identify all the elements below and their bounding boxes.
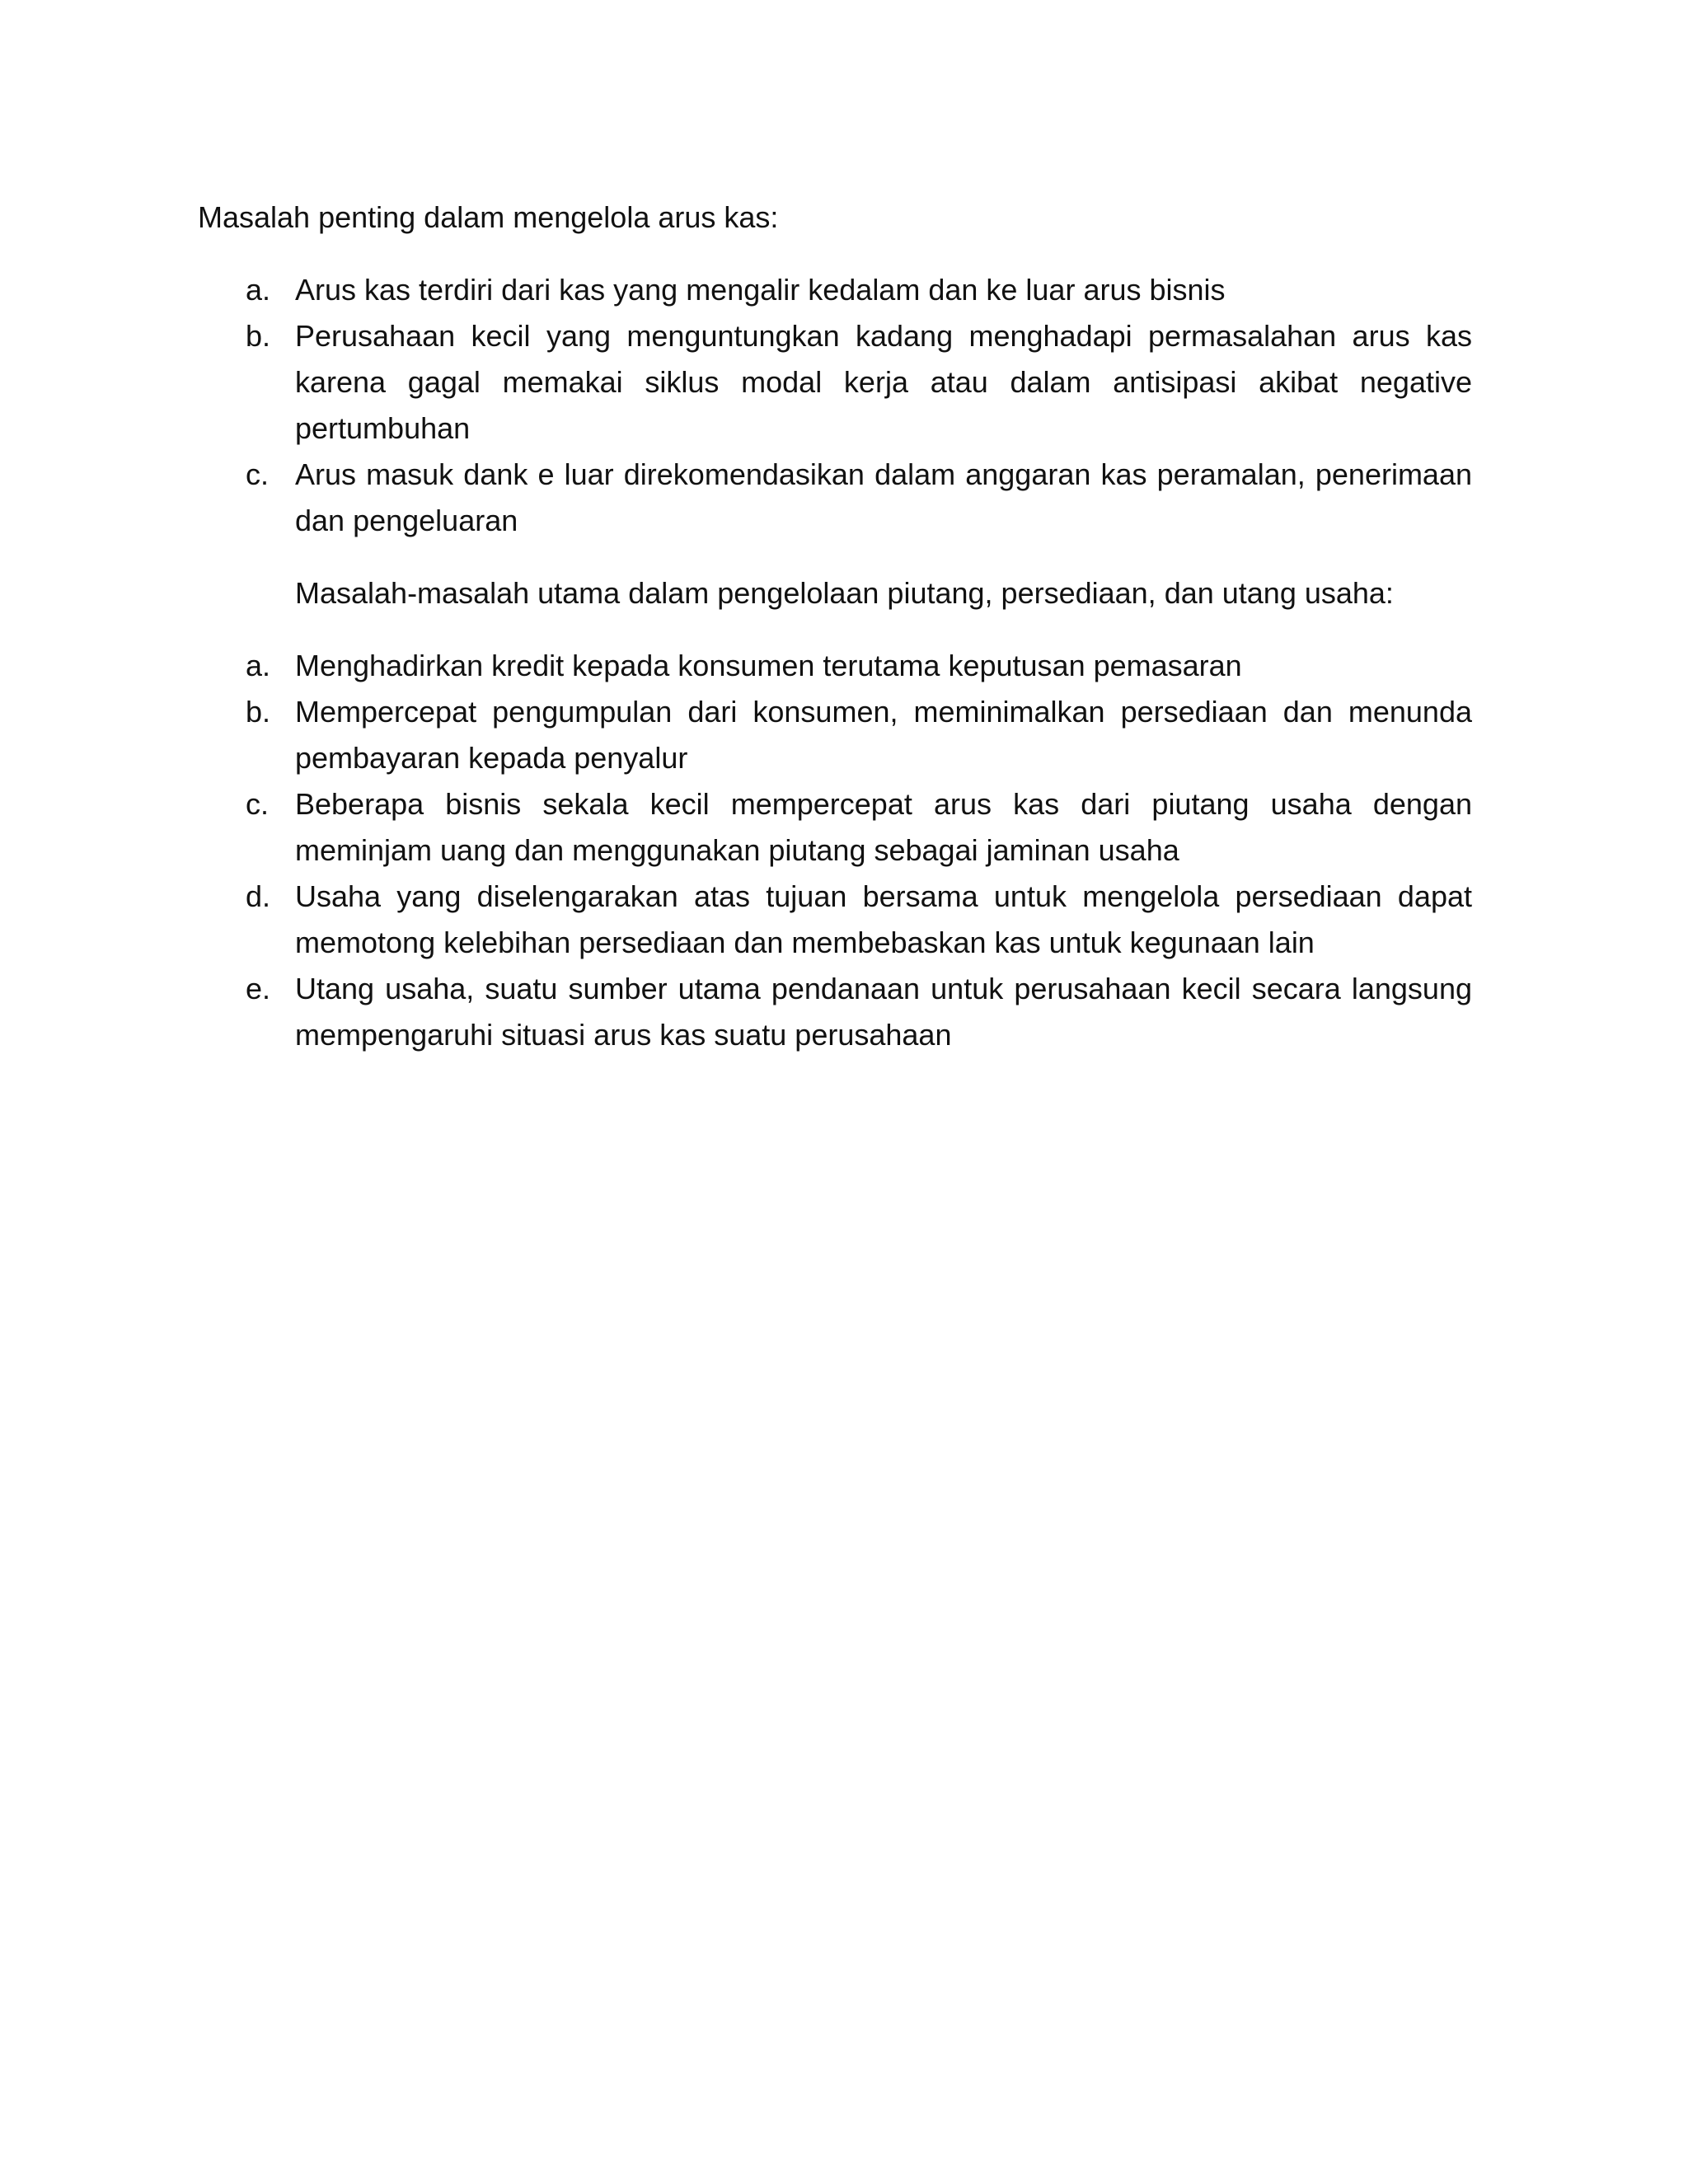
list-item [198,874,1472,966]
list-item-text: Beberapa bisnis sekala kecil mempercepat arus kas dari piutang usaha dengan meminjam uang dan menggunakan piutang sebagai jaminan usaha [295,787,1472,867]
section2-list [198,643,1472,1058]
list-marker: b. [246,319,271,353]
list-item [198,313,1472,452]
list-item-text: Mempercepat pengumpulan dari konsumen, meminimalkan persediaan dan menunda pembayaran kepada penyalur [295,695,1472,775]
section1-intro: Masalah penting dalam mengelola arus kas: [198,200,779,234]
list-marker: c. [246,457,270,491]
list-marker: c. [246,787,270,821]
list-item-text: Utang usaha, suatu sumber utama pendanaan untuk perusahaan kecil secara langsung mempengaruhi situasi arus kas suatu perusahaan [295,972,1472,1052]
list-marker: d. [246,879,271,913]
list-item-text: Menghadirkan kredit kepada konsumen terutama keputusan pemasaran [295,649,1242,682]
list-marker: e. [246,972,271,1005]
list-item-text: Usaha yang diselengarakan atas tujuan bersama untuk mengelola persediaan dapat memotong kelebihan persediaan dan membebaskan kas untuk kegunaan lain [295,879,1472,959]
list-marker: b. [246,695,271,729]
list-item-text: Arus kas terdiri dari kas yang mengalir kedalam dan ke luar arus bisnis [295,273,1226,307]
document-content [198,194,1472,1058]
list-item [198,966,1472,1058]
list-marker: a. [246,273,271,307]
list-item-text: Arus masuk dank e luar direkomendasikan dalam anggaran kas peramalan, penerimaan dan pengeluaran [295,457,1472,537]
list-item-text: Perusahaan kecil yang menguntungkan kadang menghadapi permasalahan arus kas karena gagal memakai siklus modal kerja atau dalam antisipasi akibat negative pertumbuhan [295,319,1472,445]
section2-intro: Masalah-masalah utama dalam pengelolaan piutang, persediaan, dan utang usaha: [295,576,1394,610]
list-marker: a. [246,649,271,682]
list-item [198,689,1472,781]
list-item [198,267,1472,313]
list-item [198,452,1472,544]
list-item [198,781,1472,874]
section1-list [198,267,1472,544]
list-item [198,643,1472,689]
